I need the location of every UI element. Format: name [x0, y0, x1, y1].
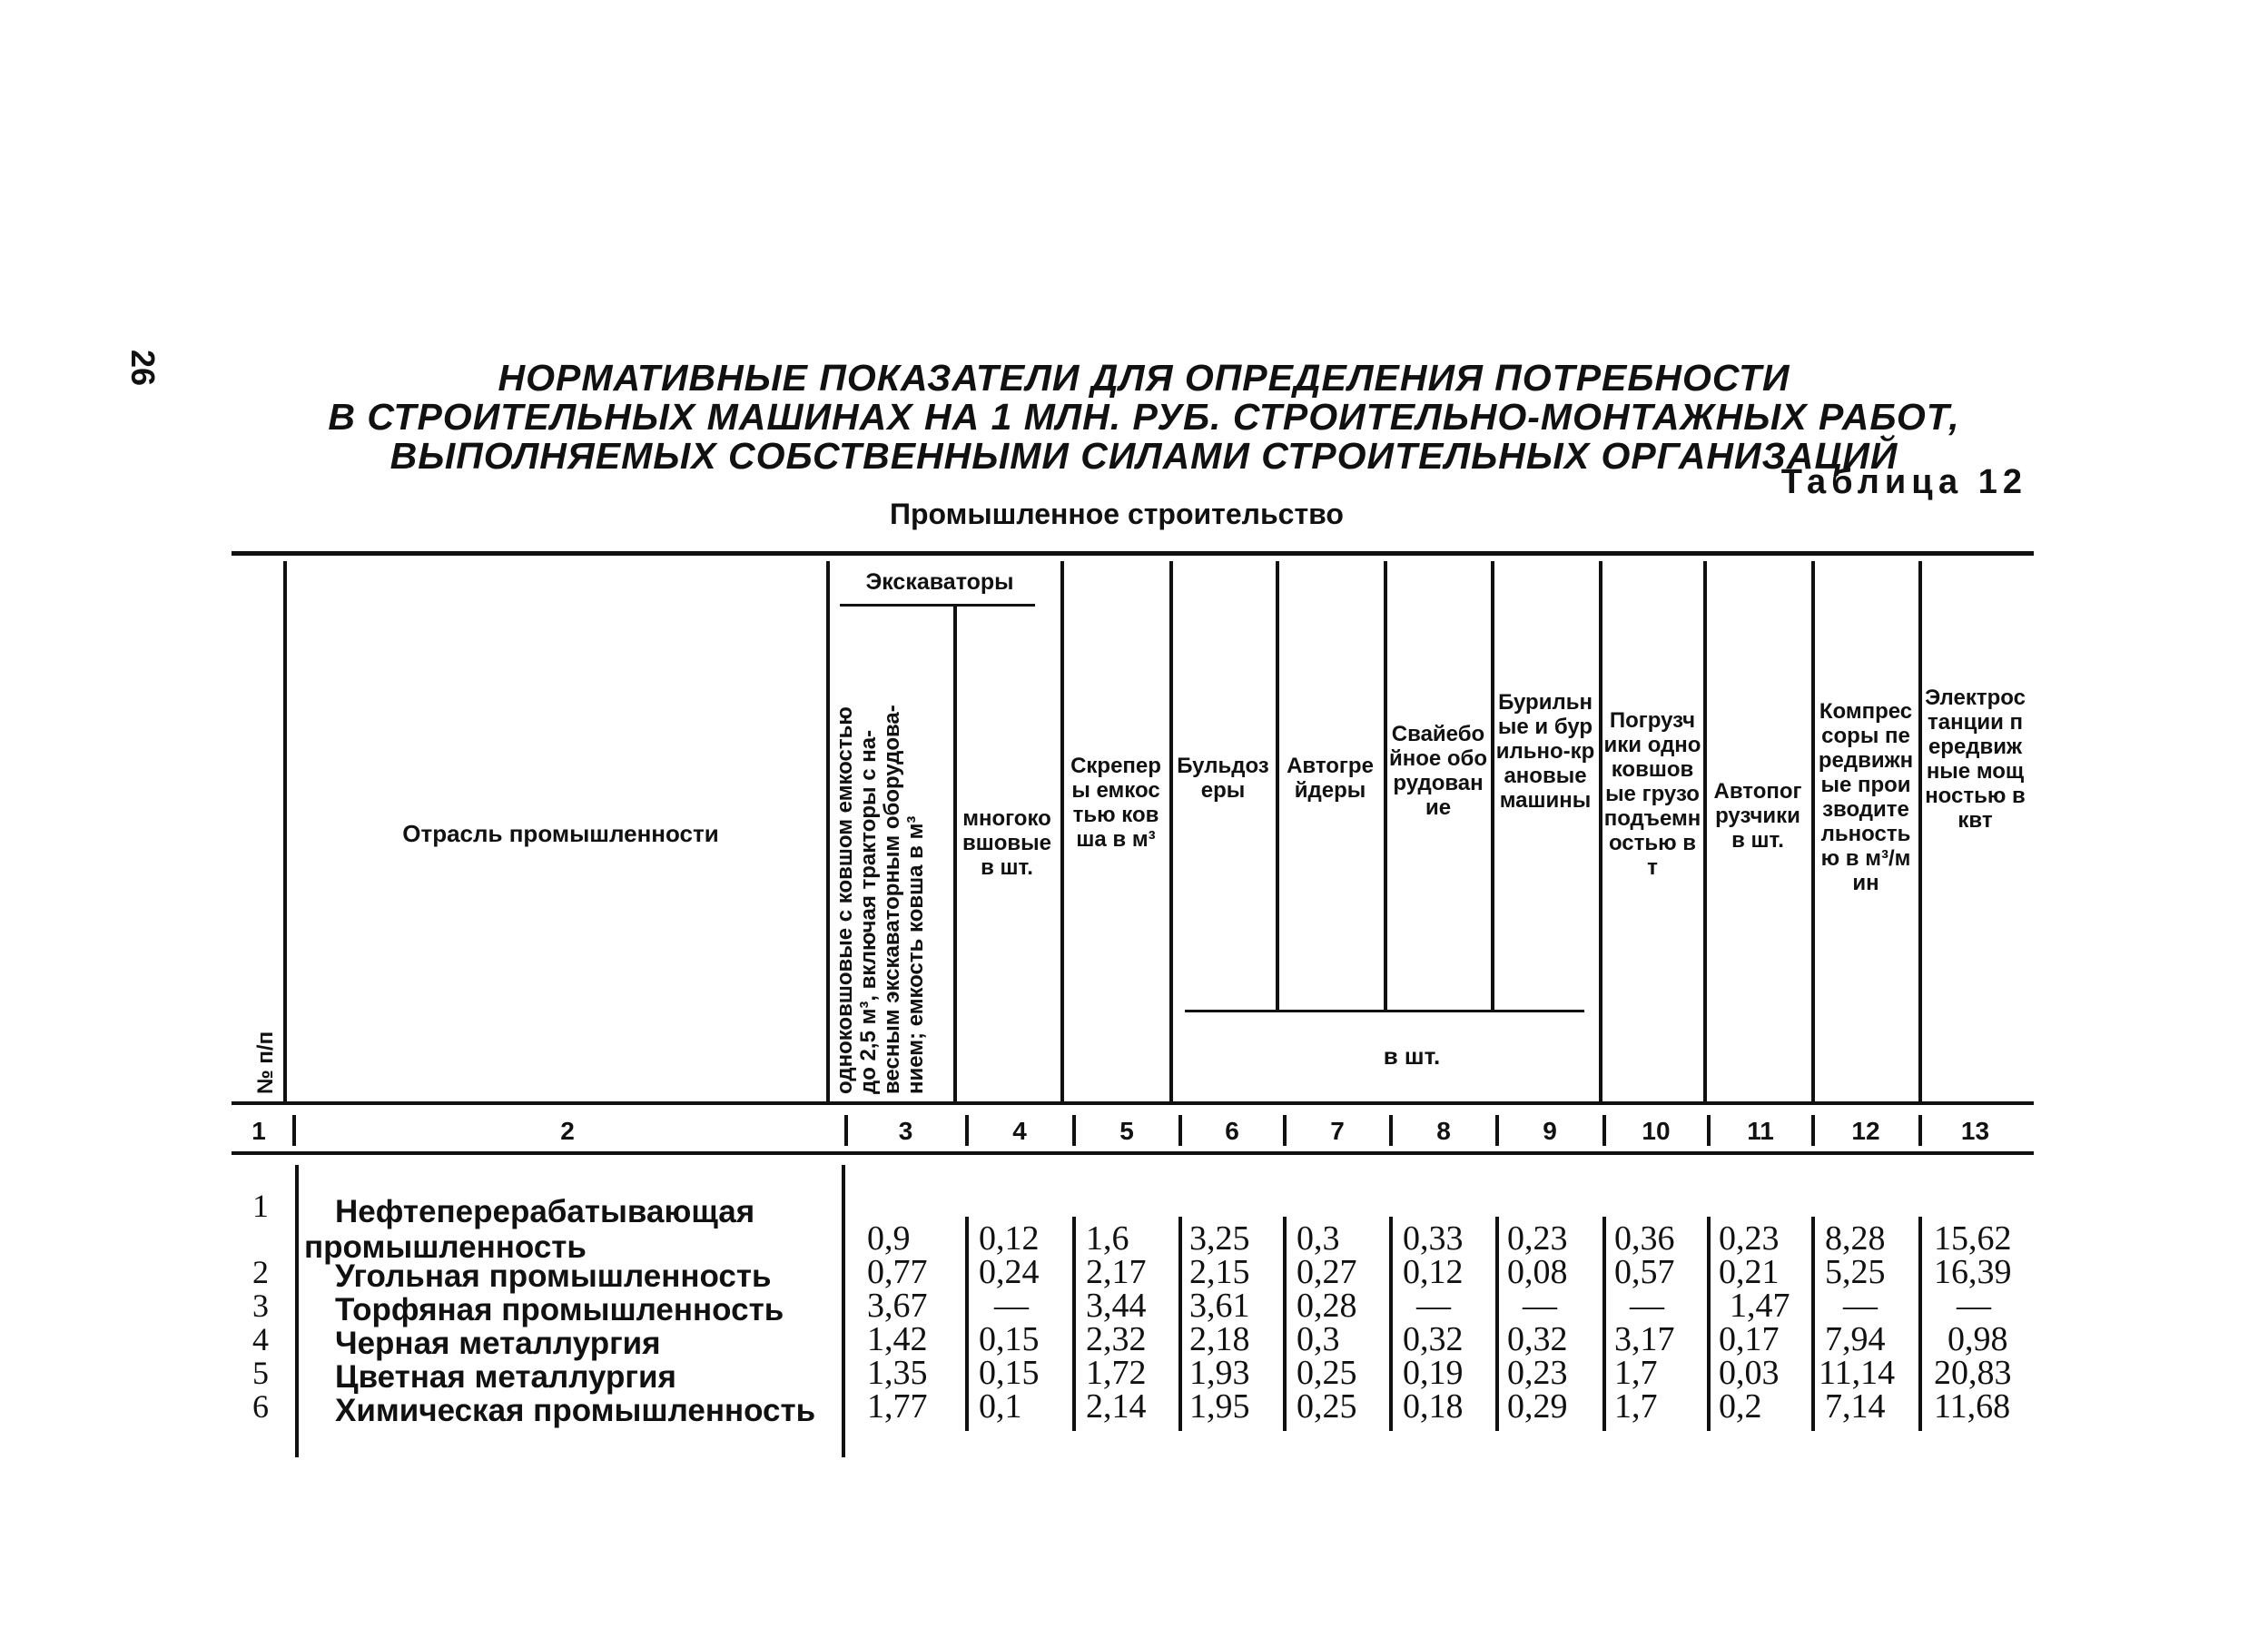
- title-line: НОРМАТИВНЫЕ ПОКАЗАТЕЛИ ДЛЯ ОПРЕДЕЛЕНИЯ ПОТРЕБНОСТИ: [498, 357, 1790, 399]
- value-cell: 3,67: [867, 1287, 928, 1325]
- value-cell: 3,25: [1189, 1219, 1250, 1258]
- value-cell: 0,2: [1719, 1387, 1762, 1426]
- value-cell: 0,3: [1297, 1219, 1340, 1258]
- value-cell: 0,28: [1297, 1287, 1357, 1325]
- industry-name: Нефтеперерабатывающая промышленность: [304, 1194, 755, 1265]
- header-divider: [1599, 561, 1602, 1101]
- body-divider: [1283, 1217, 1287, 1431]
- column-number: 8: [1436, 1117, 1451, 1145]
- row-number: 3: [252, 1288, 269, 1324]
- header-divider: [953, 607, 957, 1101]
- value-cell: 2,15: [1189, 1253, 1250, 1291]
- value-cell: —: [1416, 1287, 1451, 1325]
- value-cell: 2,17: [1086, 1253, 1147, 1291]
- header-multi-bucket: многоковшовые в шт.: [961, 806, 1051, 880]
- header-industry: Отрасль промышленности: [402, 820, 719, 847]
- value-cell: 1,35: [867, 1354, 928, 1392]
- column-number: 6: [1225, 1117, 1239, 1145]
- header-divider: [826, 561, 830, 1101]
- value-cell: 3,44: [1086, 1287, 1147, 1325]
- in-pcs-rule: [1185, 1010, 1584, 1012]
- value-cell: 0,98: [1948, 1320, 2008, 1358]
- column-number: 7: [1330, 1117, 1345, 1145]
- value-cell: 0,32: [1507, 1320, 1568, 1358]
- row-number: 6: [252, 1388, 269, 1425]
- column-number: 10: [1642, 1117, 1671, 1145]
- value-cell: 0,17: [1719, 1320, 1780, 1358]
- value-cell: 0,3: [1297, 1320, 1340, 1358]
- colnum-divider: [1602, 1115, 1606, 1146]
- value-cell: 16,39: [1934, 1253, 2012, 1291]
- value-cell: 1,95: [1189, 1387, 1250, 1426]
- industry-name: Черная металлургия: [335, 1326, 661, 1361]
- column-number: 5: [1119, 1117, 1134, 1145]
- value-cell: 11,14: [1819, 1354, 1896, 1392]
- column-number: 12: [1851, 1117, 1880, 1145]
- colnum-divider: [1918, 1115, 1922, 1146]
- table-top-rule: [232, 551, 2034, 556]
- value-cell: 0,23: [1507, 1354, 1568, 1392]
- section-title: Промышленное строительство: [890, 498, 1344, 530]
- colnum-divider: [1389, 1115, 1393, 1146]
- value-cell: 3,17: [1614, 1320, 1675, 1358]
- header-compressors: Компрессоры передвижные производительностью в м³/мин: [1818, 699, 1914, 895]
- colnum-divider: [1707, 1115, 1711, 1146]
- value-cell: 1,93: [1189, 1354, 1250, 1392]
- header-power-stations: Электростанции передвижные мощностью в квт: [1925, 686, 2026, 833]
- value-cell: 0,24: [979, 1253, 1040, 1291]
- body-divider: [1811, 1217, 1815, 1431]
- body-divider: [1707, 1217, 1711, 1431]
- colnum-divider: [844, 1115, 848, 1146]
- value-cell: 0,15: [979, 1320, 1040, 1358]
- value-cell: 0,9: [867, 1219, 911, 1258]
- single-bucket-line: нием; емкость ковша в м³: [903, 815, 928, 1094]
- body-divider: [842, 1165, 845, 1457]
- value-cell: 7,14: [1825, 1387, 1886, 1426]
- value-cell: 8,28: [1825, 1219, 1886, 1258]
- value-cell: 2,14: [1086, 1387, 1147, 1426]
- body-divider: [965, 1217, 969, 1431]
- row-number: 5: [252, 1355, 269, 1391]
- value-cell: 5,25: [1825, 1253, 1886, 1291]
- value-cell: 0,77: [867, 1253, 928, 1291]
- value-cell: 15,62: [1934, 1219, 2012, 1258]
- header-divider: [1491, 561, 1494, 1010]
- value-cell: —: [1843, 1287, 1878, 1325]
- header-divider: [283, 561, 287, 1101]
- title-line: В СТРОИТЕЛЬНЫХ МАШИНАХ НА 1 МЛН. РУБ. СТРОИТЕЛЬНО-МОНТАЖНЫХ РАБОТ,: [328, 396, 1960, 438]
- single-bucket-line: весным экскаваторным оборудова-: [880, 705, 904, 1094]
- value-cell: 0,19: [1403, 1354, 1464, 1392]
- value-cell: 0,23: [1719, 1219, 1780, 1258]
- value-cell: 0,25: [1297, 1387, 1357, 1426]
- header-drilling: Бурильные и бурильно-крановые машины: [1495, 690, 1595, 813]
- value-cell: —: [1523, 1287, 1557, 1325]
- value-cell: 0,12: [1403, 1253, 1464, 1291]
- body-divider: [1178, 1217, 1182, 1431]
- column-number: 2: [560, 1117, 575, 1145]
- header-row-no: № п/п: [253, 1031, 278, 1094]
- value-cell: 1,42: [867, 1320, 928, 1358]
- colnum-divider: [292, 1115, 296, 1146]
- column-number: 13: [1960, 1117, 1990, 1145]
- table-label: Таблица 12: [1780, 463, 2027, 501]
- body-divider: [1072, 1217, 1076, 1431]
- value-cell: 0,12: [979, 1219, 1040, 1258]
- colnum-divider: [1811, 1115, 1815, 1146]
- value-cell: 0,23: [1507, 1219, 1568, 1258]
- colnum-divider: [1283, 1115, 1287, 1146]
- value-cell: 0,57: [1614, 1253, 1675, 1291]
- header-bottom-rule: [232, 1101, 2034, 1105]
- header-divider: [1811, 561, 1815, 1101]
- colnum-divider: [1072, 1115, 1076, 1146]
- value-cell: 0,08: [1507, 1253, 1568, 1291]
- industry-name: Цветная металлургия: [335, 1359, 676, 1395]
- colnum-divider: [1495, 1115, 1499, 1146]
- body-divider: [1389, 1217, 1393, 1431]
- value-cell: 3,61: [1189, 1287, 1250, 1325]
- single-bucket-line: до 2,5 м³, включая тракторы с на-: [856, 729, 881, 1094]
- value-cell: 1,72: [1086, 1354, 1147, 1392]
- colnum-divider: [1178, 1115, 1182, 1146]
- value-cell: —: [1630, 1287, 1664, 1325]
- excavators-underline: [840, 604, 1035, 607]
- industry-name: Торфяная промышленность: [335, 1292, 784, 1327]
- value-cell: 0,15: [979, 1354, 1040, 1392]
- page-number: 26: [124, 350, 162, 387]
- header-piling: Свайебойное оборудование: [1388, 722, 1488, 820]
- value-cell: 1,6: [1086, 1219, 1129, 1258]
- value-cell: —: [1957, 1287, 1991, 1325]
- title-line: ВЫПОЛНЯЕМЫХ СОБСТВЕННЫМИ СИЛАМИ СТРОИТЕЛЬНЫХ ОРГАНИЗАЦИЙ: [390, 435, 1898, 477]
- header-divider: [1918, 561, 1922, 1101]
- value-cell: 0,36: [1614, 1219, 1675, 1258]
- header-divider: [1169, 561, 1173, 1101]
- value-cell: 2,18: [1189, 1320, 1250, 1358]
- value-cell: 0,33: [1403, 1219, 1464, 1258]
- header-forklifts: Автопогрузчики в шт.: [1713, 779, 1802, 853]
- value-cell: 1,7: [1614, 1387, 1658, 1426]
- value-cell: 0,32: [1403, 1320, 1464, 1358]
- header-in-pcs: в шт.: [1383, 1042, 1441, 1070]
- colnum-bottom-rule: [232, 1151, 2034, 1155]
- header-divider: [1703, 561, 1707, 1101]
- value-cell: 0,18: [1403, 1387, 1464, 1426]
- value-cell: 0,27: [1297, 1253, 1357, 1291]
- body-divider: [1918, 1217, 1922, 1431]
- row-number: 1: [252, 1188, 269, 1224]
- value-cell: 0,21: [1719, 1253, 1780, 1291]
- header-divider: [1276, 561, 1279, 1010]
- column-number: 9: [1543, 1117, 1557, 1145]
- header-single-bucket: [833, 705, 928, 1094]
- value-cell: 1,47: [1730, 1287, 1790, 1325]
- header-graders: Автогрейдеры: [1287, 754, 1374, 803]
- value-cell: 1,77: [867, 1387, 928, 1426]
- single-bucket-line: одноковшовые с ковшом емкостью: [833, 706, 857, 1094]
- industry-name: Химическая промышленность: [335, 1393, 816, 1428]
- body-divider: [295, 1165, 299, 1457]
- body-divider: [1495, 1217, 1499, 1431]
- body-divider: [1602, 1217, 1606, 1431]
- industry-name: Угольная промышленность: [335, 1258, 772, 1294]
- row-number: 4: [252, 1321, 269, 1357]
- value-cell: 1,7: [1614, 1354, 1658, 1392]
- value-cell: 0,29: [1507, 1387, 1568, 1426]
- header-divider: [1384, 561, 1387, 1010]
- value-cell: 0,1: [979, 1387, 1022, 1426]
- header-divider: [1060, 561, 1064, 1101]
- column-number: 4: [1012, 1117, 1027, 1145]
- column-number: 3: [898, 1117, 913, 1145]
- row-number: 2: [252, 1254, 269, 1290]
- document-title: [272, 359, 2016, 476]
- value-cell: 0,25: [1297, 1354, 1357, 1392]
- header-loaders: Погрузчики одноковшовые грузоподъемностью в т: [1603, 708, 1701, 880]
- colnum-divider: [965, 1115, 969, 1146]
- value-cell: 0,03: [1719, 1354, 1780, 1392]
- column-number: 1: [251, 1117, 266, 1145]
- header-bulldozers: Бульдозеры: [1177, 754, 1269, 803]
- value-cell: 11,68: [1934, 1387, 2011, 1426]
- header-excavators: Экскаваторы: [865, 569, 1014, 595]
- value-cell: 7,94: [1825, 1320, 1886, 1358]
- header-scrapers: Скреперы емкостью ковша в м³: [1070, 754, 1161, 852]
- value-cell: 20,83: [1934, 1354, 2012, 1392]
- column-number: 11: [1747, 1117, 1774, 1145]
- value-cell: —: [994, 1287, 1029, 1325]
- value-cell: 2,32: [1086, 1320, 1147, 1358]
